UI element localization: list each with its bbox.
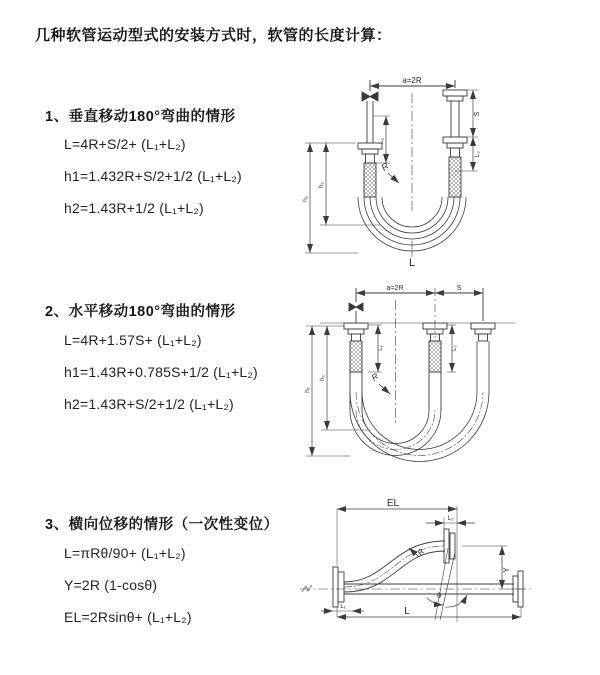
dim-label-s: S	[474, 111, 481, 117]
section-3-formula-EL: EL=2Rsinθ+ (L₁+L₂)	[64, 609, 192, 625]
dim-label-l2: L₂	[452, 345, 458, 351]
dim-label-l1: L₁	[340, 604, 346, 610]
dim-label-h2: h₂	[319, 374, 326, 382]
valve-icon	[349, 303, 356, 311]
radius-label: R	[415, 547, 427, 558]
valve-icon	[362, 92, 370, 101]
diagram-vertical-180-bend	[300, 63, 560, 268]
section-1-heading: 1、垂直移动180°弯曲的情形	[45, 109, 236, 125]
radius-label: R	[369, 370, 381, 383]
section-1-formula-h1: h1=1.432R+S/2+1/2 (L₁+L₂)	[64, 168, 242, 184]
dim-label-h1: h₁	[302, 196, 309, 202]
dim-label-y: Y	[502, 567, 511, 573]
section-2-formula-L: L=4R+1.57S+ (L₁+L₂)	[64, 332, 202, 348]
section-1-formula-h2: h2=1.43R+1/2 (L₁+L₂)	[64, 200, 204, 216]
centerline-break-mark	[302, 585, 312, 592]
length-label: L	[404, 605, 410, 617]
section-2-formula-h2: h2=1.43R+S/2+1/2 (L₁+L₂)	[64, 396, 234, 412]
page-title: 几种软管运动型式的安装方式时，软管的长度计算：	[35, 27, 392, 44]
dim-label-s: S	[456, 285, 462, 292]
d2-drawing-lines	[306, 288, 515, 462]
section-2-formula-h1: h1=1.43R+0.785S+1/2 (L₁+L₂)	[64, 364, 258, 380]
section-3-formula-L: L=πRθ/90+ (L₁+L₂)	[64, 545, 186, 561]
angle-label: θ	[437, 591, 442, 600]
d3-labels	[340, 498, 511, 617]
section-1-formula-L: L=4R+S/2+ (L₁+L₂)	[64, 136, 186, 152]
section-3-formula-Y: Y=2R (1-cosθ)	[64, 577, 158, 593]
d2-labels	[304, 285, 462, 393]
dim-label-l2: L₂	[447, 516, 454, 522]
d3-drawing-lines	[300, 506, 533, 622]
diagram-horizontal-180-bend	[300, 280, 565, 462]
length-label: L	[408, 257, 416, 268]
diagram-lateral-displacement	[295, 494, 600, 646]
d1-drawing-lines	[305, 80, 478, 257]
section-3-heading: 3、横向位移的情形（一次性变位）	[45, 517, 279, 533]
dim-label-l1: L₁	[378, 138, 385, 144]
dim-label-a2r: a=2R	[402, 76, 422, 85]
dim-label-el: EL	[386, 498, 400, 509]
dim-label-h2: h₂	[318, 181, 325, 189]
section-2-heading: 2、水平移动180°弯曲的情形	[45, 304, 236, 320]
dim-label-a2r: a=2R	[386, 285, 404, 292]
dim-label-l1: L₁	[378, 345, 384, 351]
dim-label-l2: L₂	[474, 150, 481, 158]
radius-label: R	[379, 160, 391, 173]
dim-label-h1: h₁	[304, 387, 311, 393]
